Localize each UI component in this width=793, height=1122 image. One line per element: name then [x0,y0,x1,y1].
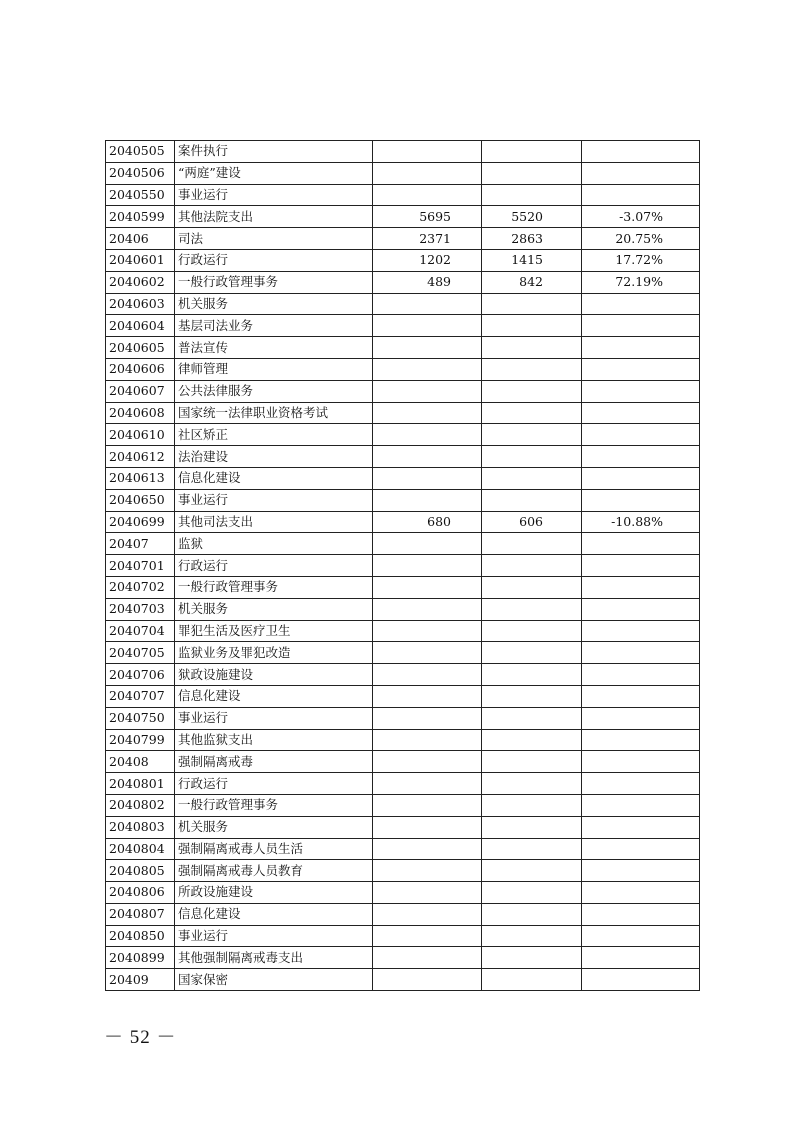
row-name-cell: 强制隔离戒毒 [175,751,373,773]
row-value-2-cell [482,838,582,860]
row-name-cell: 律师管理 [175,358,373,380]
table-row [106,751,700,773]
row-code-cell: 2040704 [106,620,175,642]
row-value-2-cell [482,816,582,838]
row-name-cell: 狱政设施建设 [175,664,373,686]
row-value-1-cell [373,380,482,402]
row-value-2-cell [482,685,582,707]
table-row [106,293,700,315]
row-code-cell: 2040701 [106,555,175,577]
row-percent-cell [582,947,700,969]
row-value-2-cell [482,664,582,686]
row-value-2-cell [482,533,582,555]
row-value-1-cell [373,664,482,686]
row-percent-cell [582,446,700,468]
row-name-cell: 监狱业务及罪犯改造 [175,642,373,664]
row-percent-cell [582,620,700,642]
row-name-cell: 机关服务 [175,816,373,838]
row-value-1-cell [373,620,482,642]
row-name-cell: 强制隔离戒毒人员教育 [175,860,373,882]
table-row [106,794,700,816]
table-row [106,882,700,904]
row-code-cell: 2040706 [106,664,175,686]
row-value-2-cell [482,555,582,577]
row-value-2-cell [482,751,582,773]
row-code-cell: 20408 [106,751,175,773]
row-percent-cell [582,293,700,315]
row-value-1-cell [373,184,482,206]
row-name-cell: 机关服务 [175,598,373,620]
row-code-cell: 2040602 [106,271,175,293]
row-value-2-cell [482,315,582,337]
table-row [106,315,700,337]
table-row [106,402,700,424]
row-name-cell: 普法宣传 [175,337,373,359]
row-code-cell: 2040750 [106,707,175,729]
row-code-cell: 2040707 [106,685,175,707]
row-value-1-cell [373,969,482,991]
row-value-1-cell [373,598,482,620]
row-value-1-cell: 489 [373,271,482,293]
row-code-cell: 2040899 [106,947,175,969]
row-value-2-cell [482,141,582,163]
table-row [106,358,700,380]
row-name-cell: 司法 [175,228,373,250]
row-value-1-cell [373,576,482,598]
row-value-1-cell [373,903,482,925]
row-value-1-cell [373,555,482,577]
row-percent-cell [582,794,700,816]
row-code-cell: 2040550 [106,184,175,206]
row-percent-cell [582,925,700,947]
table-row [106,642,700,664]
row-value-1-cell [373,467,482,489]
row-percent-cell [582,533,700,555]
table-body [106,141,700,991]
row-code-cell: 2040613 [106,467,175,489]
row-value-1-cell: 2371 [373,228,482,250]
row-value-1-cell [373,685,482,707]
row-percent-cell [582,337,700,359]
row-value-2-cell [482,707,582,729]
row-percent-cell [582,816,700,838]
row-percent-cell [582,751,700,773]
row-value-2-cell [482,620,582,642]
row-name-cell: 社区矫正 [175,424,373,446]
row-percent-cell [582,555,700,577]
row-code-cell: 2040506 [106,162,175,184]
table-row [106,969,700,991]
row-percent-cell [582,315,700,337]
row-value-2-cell [482,337,582,359]
table-row [106,489,700,511]
table-row [106,555,700,577]
row-code-cell: 2040799 [106,729,175,751]
row-percent-cell [582,685,700,707]
table-row [106,446,700,468]
row-value-2-cell [482,903,582,925]
row-code-cell: 20407 [106,533,175,555]
row-percent-cell [582,141,700,163]
row-percent-cell [582,162,700,184]
row-code-cell: 2040605 [106,337,175,359]
row-value-1-cell: 1202 [373,249,482,271]
table-row [106,184,700,206]
row-value-2-cell [482,446,582,468]
row-value-2-cell: 2863 [482,228,582,250]
row-code-cell: 2040805 [106,860,175,882]
row-percent-cell [582,664,700,686]
row-value-2-cell [482,184,582,206]
row-name-cell: 其他司法支出 [175,511,373,533]
row-percent-cell: 17.72% [582,249,700,271]
table-row [106,838,700,860]
row-code-cell: 2040803 [106,816,175,838]
row-code-cell: 2040601 [106,249,175,271]
row-value-1-cell [373,816,482,838]
row-percent-cell: -10.88% [582,511,700,533]
row-value-1-cell [373,533,482,555]
row-name-cell: 事业运行 [175,925,373,947]
table-row [106,620,700,642]
row-value-1-cell [373,642,482,664]
row-value-1-cell [373,773,482,795]
row-value-1-cell [373,446,482,468]
row-value-2-cell [482,969,582,991]
row-percent-cell: 72.19% [582,271,700,293]
row-name-cell: 事业运行 [175,707,373,729]
table-row [106,141,700,163]
row-name-cell: 其他监狱支出 [175,729,373,751]
row-name-cell: 事业运行 [175,184,373,206]
table-row [106,685,700,707]
row-value-1-cell [373,337,482,359]
row-name-cell: 基层司法业务 [175,315,373,337]
row-name-cell: 一般行政管理事务 [175,271,373,293]
row-code-cell: 20409 [106,969,175,991]
row-value-2-cell: 842 [482,271,582,293]
table-row [106,947,700,969]
row-code-cell: 2040604 [106,315,175,337]
row-value-1-cell [373,794,482,816]
row-value-1-cell [373,402,482,424]
row-value-1-cell [373,141,482,163]
row-value-1-cell [373,315,482,337]
row-code-cell: 2040699 [106,511,175,533]
row-name-cell: 所政设施建设 [175,882,373,904]
row-value-1-cell [373,358,482,380]
row-percent-cell: 20.75% [582,228,700,250]
row-name-cell: 机关服务 [175,293,373,315]
table-row [106,576,700,598]
row-percent-cell [582,729,700,751]
row-value-2-cell: 1415 [482,249,582,271]
row-percent-cell [582,969,700,991]
row-code-cell: 20406 [106,228,175,250]
row-code-cell: 2040702 [106,576,175,598]
row-name-cell: 行政运行 [175,773,373,795]
row-value-2-cell [482,380,582,402]
table-row [106,467,700,489]
row-percent-cell [582,882,700,904]
row-value-2-cell [482,467,582,489]
table-row [106,424,700,446]
table-row [106,228,700,250]
row-value-1-cell [373,489,482,511]
row-value-1-cell [373,424,482,446]
row-name-cell: 信息化建设 [175,685,373,707]
row-name-cell: 事业运行 [175,489,373,511]
row-name-cell: 罪犯生活及医疗卫生 [175,620,373,642]
row-code-cell: 2040806 [106,882,175,904]
row-code-cell: 2040703 [106,598,175,620]
table-row [106,816,700,838]
row-code-cell: 2040608 [106,402,175,424]
row-value-2-cell [482,424,582,446]
row-code-cell: 2040505 [106,141,175,163]
row-value-2-cell [482,860,582,882]
row-code-cell: 2040610 [106,424,175,446]
row-value-2-cell [482,642,582,664]
row-value-1-cell [373,729,482,751]
row-code-cell: 2040804 [106,838,175,860]
row-value-2-cell [482,576,582,598]
row-code-cell: 2040807 [106,903,175,925]
page-number: － 52 － [104,1027,177,1048]
row-value-2-cell [482,947,582,969]
row-value-2-cell [482,925,582,947]
row-code-cell: 2040612 [106,446,175,468]
row-value-1-cell [373,947,482,969]
row-name-cell: 其他强制隔离戒毒支出 [175,947,373,969]
table-row [106,337,700,359]
row-value-2-cell [482,882,582,904]
row-percent-cell [582,424,700,446]
row-name-cell: 一般行政管理事务 [175,794,373,816]
row-value-2-cell [482,402,582,424]
row-value-2-cell: 5520 [482,206,582,228]
row-name-cell: 公共法律服务 [175,380,373,402]
row-name-cell: 强制隔离戒毒人员生活 [175,838,373,860]
row-name-cell: 信息化建设 [175,467,373,489]
row-value-2-cell: 606 [482,511,582,533]
row-value-1-cell [373,751,482,773]
row-name-cell: 国家保密 [175,969,373,991]
row-code-cell: 2040850 [106,925,175,947]
row-percent-cell: -3.07% [582,206,700,228]
table-row [106,162,700,184]
row-code-cell: 2040650 [106,489,175,511]
row-code-cell: 2040802 [106,794,175,816]
row-code-cell: 2040599 [106,206,175,228]
row-value-1-cell [373,707,482,729]
row-name-cell: 案件执行 [175,141,373,163]
table-row [106,729,700,751]
row-value-1-cell [373,882,482,904]
row-value-1-cell [373,925,482,947]
row-percent-cell [582,838,700,860]
table-row [106,773,700,795]
row-percent-cell [582,489,700,511]
row-percent-cell [582,773,700,795]
row-value-1-cell: 680 [373,511,482,533]
row-value-2-cell [482,773,582,795]
row-percent-cell [582,467,700,489]
row-value-1-cell [373,838,482,860]
table-row [106,249,700,271]
table-row [106,511,700,533]
row-name-cell: 国家统一法律职业资格考试 [175,402,373,424]
row-code-cell: 2040801 [106,773,175,795]
row-value-2-cell [482,162,582,184]
table-row [106,925,700,947]
row-name-cell: 信息化建设 [175,903,373,925]
row-percent-cell [582,380,700,402]
row-name-cell: 行政运行 [175,555,373,577]
row-value-2-cell [482,293,582,315]
row-percent-cell [582,358,700,380]
table-row [106,903,700,925]
table-row [106,598,700,620]
row-code-cell: 2040705 [106,642,175,664]
table-row [106,860,700,882]
row-value-2-cell [482,358,582,380]
table-row [106,707,700,729]
table-row [106,380,700,402]
row-value-2-cell [482,598,582,620]
row-percent-cell [582,707,700,729]
row-value-2-cell [482,489,582,511]
budget-table [105,140,700,991]
row-value-2-cell [482,729,582,751]
row-value-1-cell [373,860,482,882]
table-row [106,271,700,293]
row-percent-cell [582,860,700,882]
row-percent-cell [582,576,700,598]
row-code-cell: 2040607 [106,380,175,402]
row-percent-cell [582,402,700,424]
row-name-cell: “两庭”建设 [175,162,373,184]
row-value-1-cell [373,293,482,315]
row-value-2-cell [482,794,582,816]
table-row [106,533,700,555]
row-percent-cell [582,598,700,620]
row-percent-cell [582,903,700,925]
row-name-cell: 一般行政管理事务 [175,576,373,598]
table-row [106,664,700,686]
row-percent-cell [582,642,700,664]
table-row [106,206,700,228]
row-code-cell: 2040606 [106,358,175,380]
row-percent-cell [582,184,700,206]
row-code-cell: 2040603 [106,293,175,315]
row-value-1-cell [373,162,482,184]
row-name-cell: 其他法院支出 [175,206,373,228]
row-name-cell: 监狱 [175,533,373,555]
row-name-cell: 法治建设 [175,446,373,468]
row-name-cell: 行政运行 [175,249,373,271]
row-value-1-cell: 5695 [373,206,482,228]
